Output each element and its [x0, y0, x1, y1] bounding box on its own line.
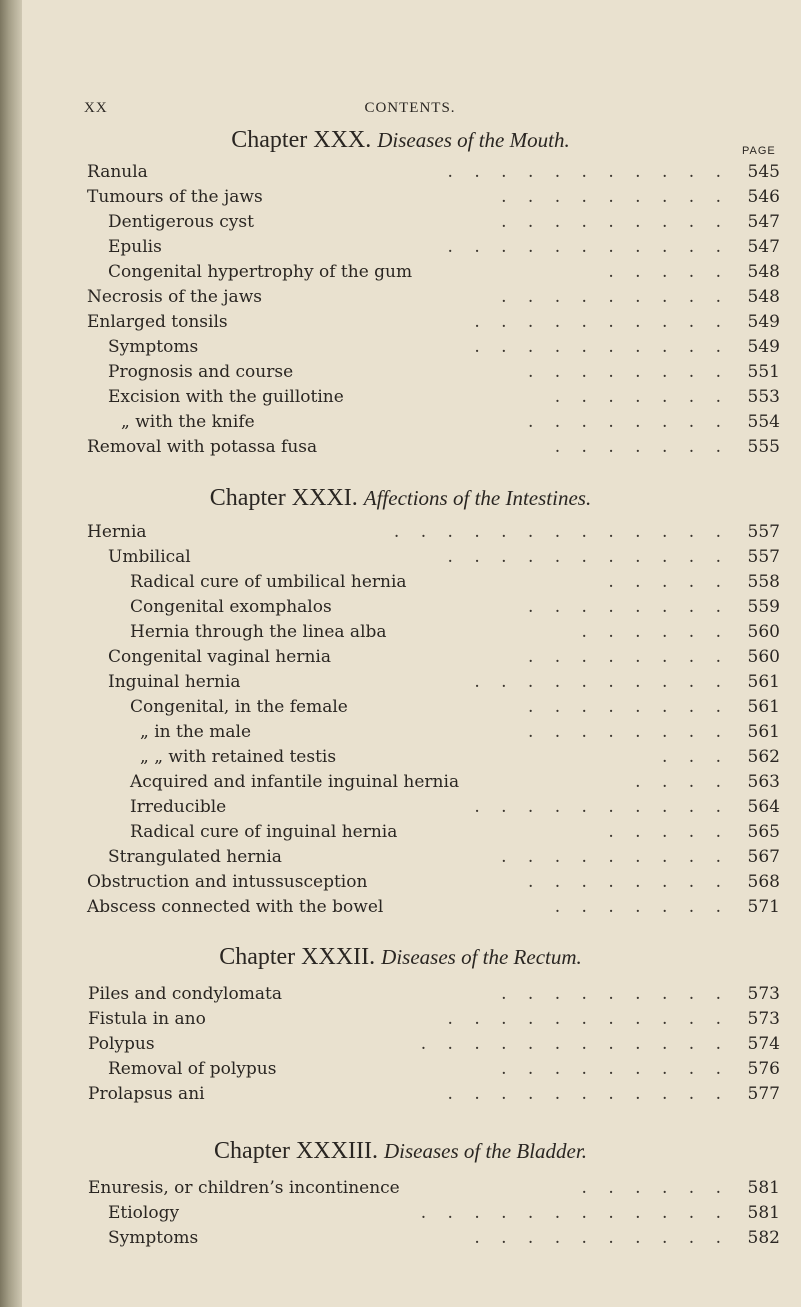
entry-label: Congenital vaginal hernia — [108, 647, 331, 667]
chapter-heading — [0, 1138, 801, 1165]
entry-page: 561 — [747, 697, 780, 717]
toc-entry — [0, 547, 801, 573]
leader-dots: . . . . . — [608, 262, 729, 282]
toc-entry — [0, 1059, 801, 1085]
chapter-subtitle: Affections of the Intestines. — [363, 486, 592, 510]
leader-dots: . . . . . . . . — [527, 362, 729, 382]
toc-entry — [0, 822, 801, 848]
toc-entry — [0, 362, 801, 388]
toc-entry — [0, 287, 801, 313]
leader-dots: . . . . . . . . — [527, 647, 729, 667]
entry-label: Etiology — [108, 1203, 180, 1223]
entry-page: 573 — [747, 1009, 780, 1029]
entry-label: Prognosis and course — [108, 362, 294, 382]
entry-label: Removal with potassa fusa — [87, 437, 318, 457]
entry-page: 577 — [747, 1084, 780, 1104]
chapter-number: Chapter XXXI. — [209, 485, 358, 511]
entry-label: Piles and condylomata — [88, 984, 282, 1004]
entry-page: 549 — [747, 337, 780, 357]
entry-label: Hernia through the linea alba — [130, 622, 387, 642]
entry-page: 557 — [747, 522, 780, 542]
entry-label: Abscess connected with the bowel — [87, 897, 384, 917]
toc-entry — [0, 797, 801, 823]
toc-entry — [0, 337, 801, 363]
toc-entry — [0, 387, 801, 413]
entry-page: 548 — [747, 287, 780, 307]
entry-label: Hernia — [87, 522, 147, 542]
leader-dots: . . . . . . — [581, 1178, 729, 1198]
leader-dots: . . . . . . . . . . . — [447, 1009, 729, 1029]
entry-label: Ranula — [87, 162, 148, 182]
leader-dots: . . . . . . . . — [527, 597, 729, 617]
leader-dots: . . . . . — [608, 822, 729, 842]
entry-label: „ with the knife — [121, 412, 255, 432]
leader-dots: . . . . . . . . . . — [474, 672, 729, 692]
chapter-subtitle: Diseases of the Mouth. — [377, 128, 570, 152]
entry-page: 560 — [747, 622, 780, 642]
entry-label: „ in the male — [140, 722, 251, 742]
entry-label: Congenital exomphalos — [130, 597, 332, 617]
entry-label: Removal of polypus — [108, 1059, 277, 1079]
toc-entry — [0, 262, 801, 288]
leader-dots: . . . . . . . . . — [501, 187, 729, 207]
leader-dots: . . . . . . . . . . . — [447, 237, 729, 257]
entry-page: 554 — [747, 412, 780, 432]
entry-label: Symptoms — [108, 1228, 199, 1248]
leader-dots: . . . . . . . . — [527, 722, 729, 742]
entry-page: 573 — [747, 984, 780, 1004]
entry-page: 551 — [747, 362, 780, 382]
running-head — [0, 100, 801, 120]
entry-label: Symptoms — [108, 337, 199, 357]
toc-entry — [0, 847, 801, 873]
entry-page: 571 — [747, 897, 780, 917]
entry-label: Congenital hypertrophy of the gum — [108, 262, 413, 282]
entry-page: 568 — [747, 872, 780, 892]
entry-page: 574 — [747, 1034, 780, 1054]
leader-dots: . . . . . . . — [554, 387, 729, 407]
leader-dots: . . . . . . . . . . . . — [420, 1034, 729, 1054]
entry-label: Radical cure of inguinal hernia — [130, 822, 398, 842]
leader-dots: . . . . — [635, 772, 729, 792]
toc-entry — [0, 897, 801, 923]
entry-page: 563 — [747, 772, 780, 792]
toc-entry — [0, 622, 801, 648]
toc-entry — [0, 1034, 801, 1060]
entry-page: 547 — [747, 212, 780, 232]
entry-label: Strangulated hernia — [108, 847, 282, 867]
entry-page: 546 — [747, 187, 780, 207]
entry-label: Fistula in ano — [88, 1009, 206, 1029]
entry-label: Epulis — [108, 237, 162, 257]
leader-dots: . . . . . . — [581, 622, 729, 642]
leader-dots: . . . . . . . . . . — [474, 337, 729, 357]
entry-label: Polypus — [88, 1034, 155, 1054]
leader-dots: . . . . . — [608, 572, 729, 592]
entry-page: 561 — [747, 672, 780, 692]
leader-dots: . . . . . . . . . . — [474, 1228, 729, 1248]
leader-dots: . . . . . . . . . . . — [447, 1084, 729, 1104]
toc-entry — [0, 984, 801, 1010]
entry-label: Enuresis, or children’s incontinence — [88, 1178, 400, 1198]
toc-entry — [0, 187, 801, 213]
entry-page: 562 — [747, 747, 780, 767]
toc-entry — [0, 312, 801, 338]
entry-page: 581 — [747, 1203, 780, 1223]
chapter-subtitle: Diseases of the Bladder. — [383, 1139, 587, 1163]
page-column-label: PAGE — [742, 145, 776, 157]
leader-dots: . . . . . . . . . . — [474, 797, 729, 817]
entry-page: 582 — [747, 1228, 780, 1248]
leader-dots: . . . . . . . — [554, 897, 729, 917]
entry-page: 545 — [747, 162, 780, 182]
leader-dots: . . . . . . . . — [527, 697, 729, 717]
entry-page: 558 — [747, 572, 780, 592]
toc-entry — [0, 1203, 801, 1229]
chapter-subtitle: Diseases of the Rectum. — [381, 945, 582, 969]
entry-label: Acquired and infantile inguinal hernia — [130, 772, 460, 792]
toc-entry — [0, 1084, 801, 1110]
entry-label: Umbilical — [108, 547, 191, 567]
leader-dots: . . . — [661, 747, 729, 767]
entry-page: 576 — [747, 1059, 780, 1079]
leader-dots: . . . . . . . . . . . — [447, 547, 729, 567]
entry-label: Obstruction and intussusception — [87, 872, 368, 892]
entry-label: Dentigerous cyst — [108, 212, 254, 232]
entry-page: 557 — [747, 547, 780, 567]
entry-label: Enlarged tonsils — [87, 312, 228, 332]
entry-label: Necrosis of the jaws — [87, 287, 262, 307]
entry-page: 548 — [747, 262, 780, 282]
toc-entry — [0, 1178, 801, 1204]
entry-page: 581 — [747, 1178, 780, 1198]
entry-label: Irreducible — [130, 797, 227, 817]
leader-dots: . . . . . . . . . . . . — [420, 1203, 729, 1223]
toc-entry — [0, 597, 801, 623]
entry-page: 559 — [747, 597, 780, 617]
leader-dots: . . . . . . . . . . . . . — [393, 522, 729, 542]
entry-label: Inguinal hernia — [108, 672, 241, 692]
leader-dots: . . . . . . . . — [527, 872, 729, 892]
entry-page: 561 — [747, 722, 780, 742]
toc-entry — [0, 672, 801, 698]
entry-page: 553 — [747, 387, 780, 407]
entry-label: Prolapsus ani — [88, 1084, 205, 1104]
toc-entry — [0, 412, 801, 438]
entry-label: Congenital, in the female — [130, 697, 348, 717]
toc-entry — [0, 1228, 801, 1254]
toc-entry — [0, 772, 801, 798]
entry-page: 555 — [747, 437, 780, 457]
toc-entry — [0, 437, 801, 463]
leader-dots: . . . . . . . . . — [501, 984, 729, 1004]
entry-page: 549 — [747, 312, 780, 332]
toc-entry — [0, 162, 801, 188]
page-folio: XX — [84, 100, 108, 116]
entry-page: 547 — [747, 237, 780, 257]
toc-entry — [0, 647, 801, 673]
chapter-heading — [0, 944, 801, 971]
chapter-heading — [0, 485, 801, 512]
toc-entry — [0, 722, 801, 748]
leader-dots: . . . . . . . . . . . — [447, 162, 729, 182]
chapter-number: Chapter XXX. — [231, 127, 372, 153]
toc-entry — [0, 1009, 801, 1035]
entry-page: 564 — [747, 797, 780, 817]
toc-entry — [0, 572, 801, 598]
chapter-heading — [0, 127, 801, 154]
leader-dots: . . . . . . . . . — [501, 847, 729, 867]
leader-dots: . . . . . . . . — [527, 412, 729, 432]
entry-label: Radical cure of umbilical hernia — [130, 572, 407, 592]
entry-page: 560 — [747, 647, 780, 667]
leader-dots: . . . . . . . . . . — [474, 312, 729, 332]
leader-dots: . . . . . . . — [554, 437, 729, 457]
chapter-number: Chapter XXXIII. — [214, 1138, 378, 1164]
entry-label: Tumours of the jaws — [87, 187, 263, 207]
leader-dots: . . . . . . . . . — [501, 212, 729, 232]
running-title: CONTENTS. — [364, 100, 456, 116]
entry-page: 565 — [747, 822, 780, 842]
entry-label: „ „ with retained testis — [140, 747, 337, 767]
chapter-number: Chapter XXXII. — [219, 944, 376, 970]
entry-label: Excision with the guillotine — [108, 387, 344, 407]
toc-entry — [0, 697, 801, 723]
toc-entry — [0, 212, 801, 238]
leader-dots: . . . . . . . . . — [501, 287, 729, 307]
toc-entry — [0, 872, 801, 898]
toc-entry — [0, 747, 801, 773]
entry-page: 567 — [747, 847, 780, 867]
toc-entry — [0, 237, 801, 263]
toc-entry — [0, 522, 801, 548]
leader-dots: . . . . . . . . . — [501, 1059, 729, 1079]
